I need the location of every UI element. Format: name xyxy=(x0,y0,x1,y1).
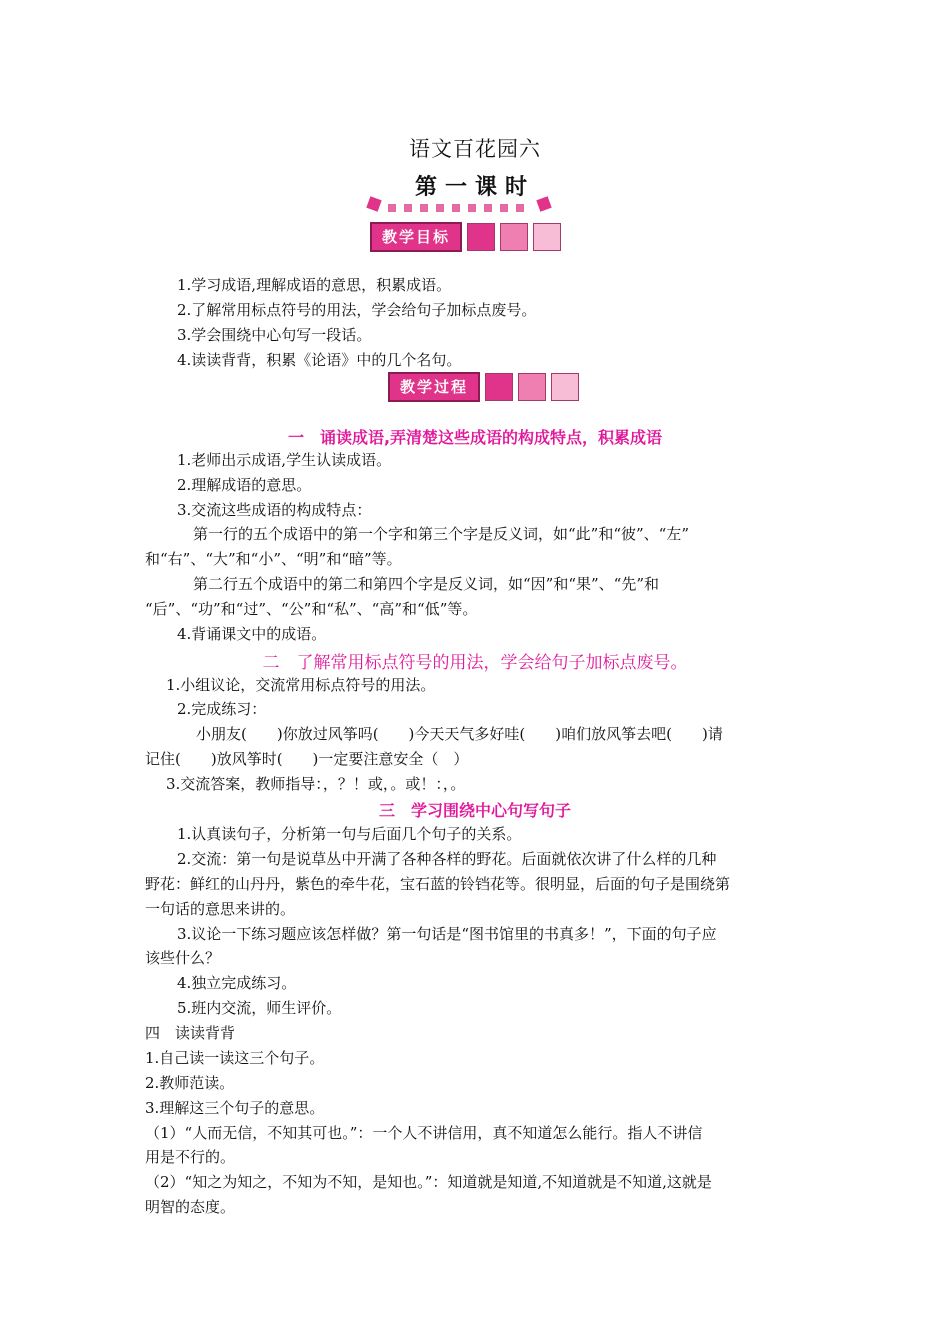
section-4-heading: 四 读读背背 xyxy=(145,1024,236,1042)
dot-icon xyxy=(404,204,412,212)
section-1-line: 第二行五个成语中的第二和第四个字是反义词，如“因”和“果”、“先”和 xyxy=(193,575,660,593)
banner-block-icon xyxy=(533,223,561,251)
goal-line: 3.学会围绕中心句写一段话。 xyxy=(177,326,372,344)
dot-icon xyxy=(484,204,492,212)
section-4-line: 明智的态度。 xyxy=(145,1198,236,1216)
process-banner xyxy=(388,372,579,402)
section-1-heading: 一 诵读成语,弄清楚这些成语的构成特点，积累成语 xyxy=(287,428,663,447)
banner-block-icon xyxy=(485,373,513,401)
section-4-line: 3.理解这三个句子的意思。 xyxy=(145,1099,325,1117)
process-banner-label: 教学过程 xyxy=(388,372,480,402)
dot-icon xyxy=(500,204,508,212)
goal-line: 4.读读背背，积累《论语》中的几个名句。 xyxy=(177,351,462,369)
section-4-line: 2.教师范读。 xyxy=(145,1074,235,1092)
lesson-title: 第一课时 xyxy=(414,175,535,200)
banner-block-icon xyxy=(467,223,495,251)
dot-icon xyxy=(420,204,428,212)
section-3-line: 3.议论一下练习题应该怎样做？第一句话是“图书馆里的书真多！”，下面的句子应 xyxy=(177,925,717,943)
dot-icon xyxy=(388,204,396,212)
section-4-line: 1.自己读一读这三个句子。 xyxy=(145,1049,325,1067)
section-2-line: 1.小组议论，交流常用标点符号的用法。 xyxy=(166,676,436,694)
section-1-line: 4.背诵课文中的成语。 xyxy=(177,625,327,643)
goals-banner xyxy=(370,222,561,252)
document-title: 语文百花园六 xyxy=(409,137,541,161)
section-4-line: 用是不行的。 xyxy=(145,1148,236,1166)
section-2-line: 小朋友( )你放过风筝吗( )今天天气多好哇( )咱们放风筝去吧( )请 xyxy=(196,725,723,743)
section-1-line: 1.老师出示成语,学生认读成语。 xyxy=(177,451,392,469)
dot-icon xyxy=(366,196,381,211)
goals-banner-label: 教学目标 xyxy=(370,222,462,252)
goal-line: 2.了解常用标点符号的用法，学会给句子加标点废号。 xyxy=(177,301,537,319)
section-3-line: 5.班内交流，师生评价。 xyxy=(177,999,342,1017)
banner-block-icon xyxy=(500,223,528,251)
section-1-line: 2.理解成语的意思。 xyxy=(177,476,312,494)
decorative-dots xyxy=(368,196,556,216)
section-1-line: 3.交流这些成语的构成特点： xyxy=(177,501,372,519)
section-2-line: 3.交流答案，教师指导：，？！或，。或！：，。 xyxy=(166,775,466,793)
section-1-line: 和“右”、“大”和“小”、“明”和“暗”等。 xyxy=(145,550,402,568)
section-4-line: （1）“人而无信，不知其可也。”：一个人不讲信用，真不知道怎么能行。指人不讲信 xyxy=(145,1124,703,1142)
section-3-line: 该些什么？ xyxy=(145,949,221,967)
dot-icon xyxy=(536,196,551,211)
dot-icon xyxy=(468,204,476,212)
banner-block-icon xyxy=(551,373,579,401)
section-3-line: 一句话的意思来讲的。 xyxy=(145,900,296,918)
section-3-line: 野花：鲜红的山丹丹，紫色的牵牛花，宝石蓝的铃铛花等。很明显，后面的句子是围绕第 xyxy=(145,875,731,893)
section-2-line: 2.完成练习： xyxy=(177,700,267,718)
section-4-line: （2）“知之为知之，不知为不知，是知也。”：知道就是知道,不知道就是不知道,这就是 xyxy=(145,1173,712,1191)
section-3-line: 1.认真读句子，分析第一句与后面几个句子的关系。 xyxy=(177,825,522,843)
section-3-line: 2.交流：第一句是说草丛中开满了各种各样的野花。后面就依次讲了什么样的几种 xyxy=(177,850,717,868)
dot-icon xyxy=(516,204,524,212)
section-2-heading: 二 了解常用标点符号的用法，学会给句子加标点废号。 xyxy=(262,653,688,673)
section-2-line: 记住( )放风筝时( )一定要注意安全（ ） xyxy=(145,750,469,768)
dot-icon xyxy=(436,204,444,212)
goal-line: 1.学习成语,理解成语的意思，积累成语。 xyxy=(177,276,452,294)
section-1-line: 第一行的五个成语中的第一个字和第三个字是反义词，如“此”和“彼”、“左” xyxy=(193,525,690,543)
section-3-line: 4.独立完成练习。 xyxy=(177,974,297,992)
banner-block-icon xyxy=(518,373,546,401)
section-1-line: “后”、“功”和“过”、“公”和“私”、“高”和“低”等。 xyxy=(145,600,478,618)
dot-icon xyxy=(452,204,460,212)
section-3-heading: 三 学习围绕中心句写句子 xyxy=(378,801,571,820)
